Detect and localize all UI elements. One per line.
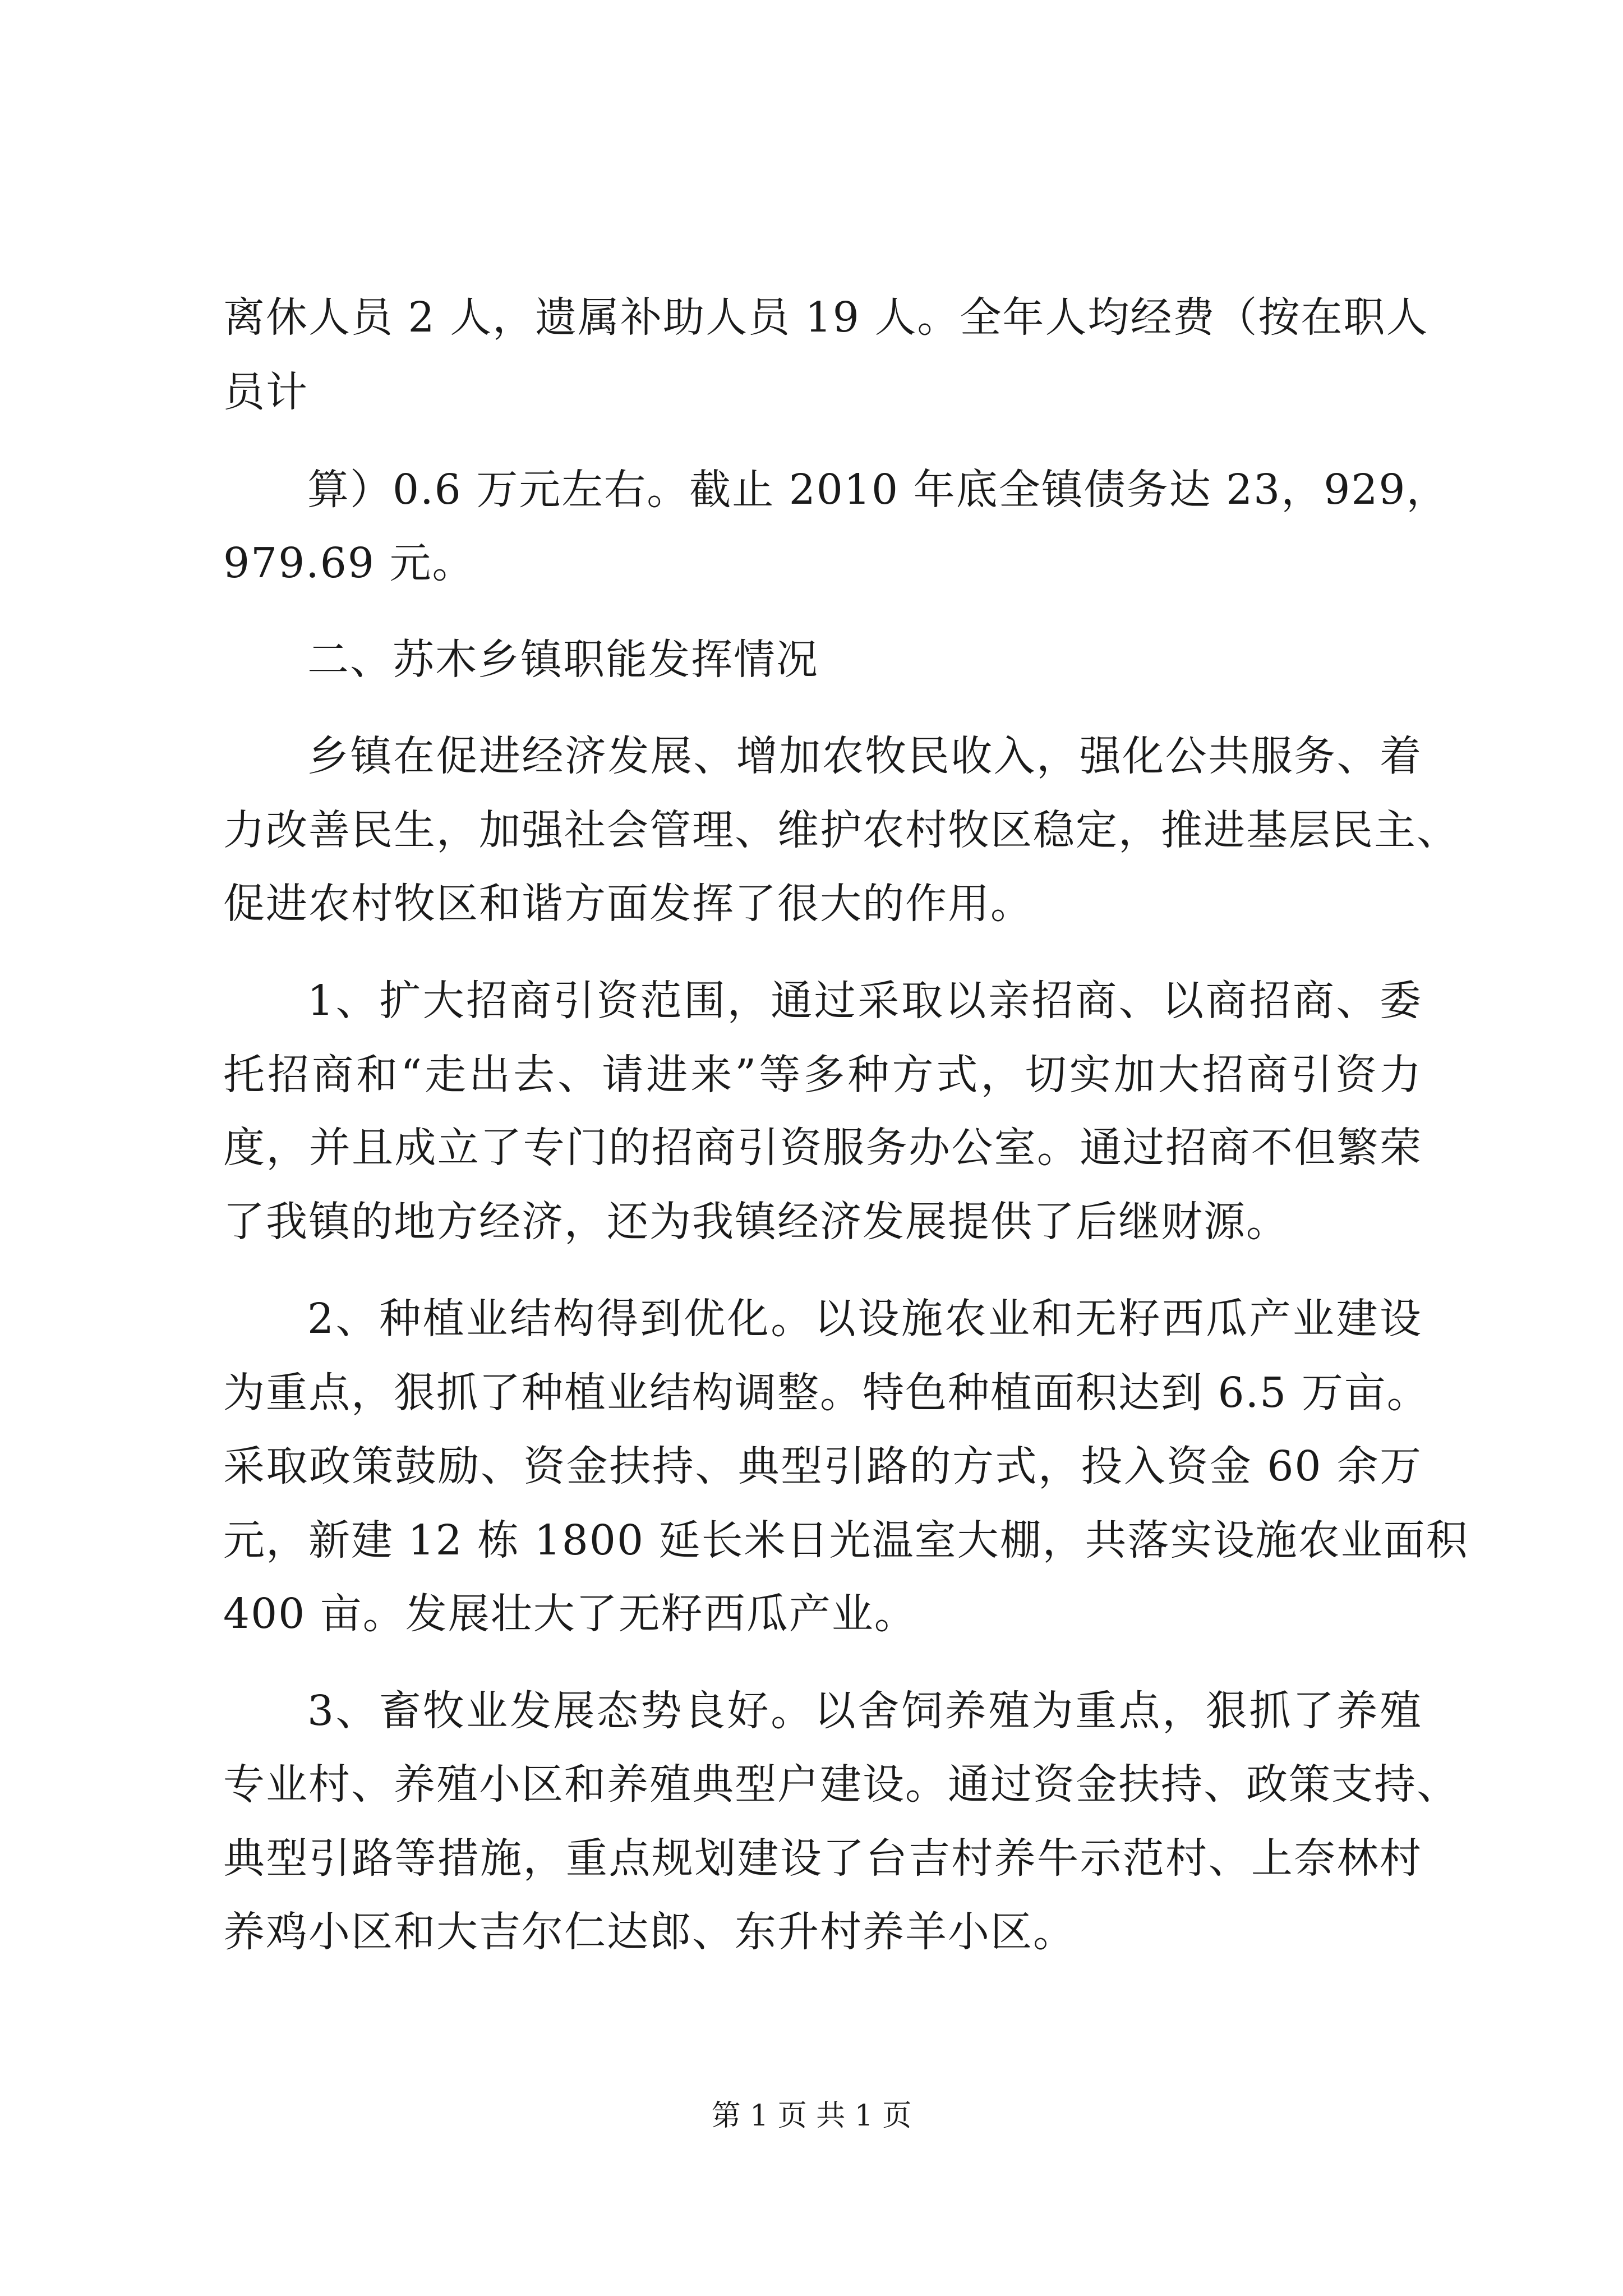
text-line: 3、畜牧业发展态势良好。以舍饲养殖为重点，狠抓了养殖 bbox=[307, 1687, 1422, 1735]
text-line: 2、种植业结构得到优化。以设施农业和无籽西瓜产业建设 bbox=[307, 1295, 1422, 1343]
text-line: 1、扩大招商引资范围，通过采取以亲招商、以商招商、委 bbox=[307, 977, 1422, 1025]
text-line: 400 亩。发展壮大了无籽西瓜产业。 bbox=[223, 1590, 917, 1638]
text-line: 力改善民生，加强社会管理、维护农村牧区稳定，推进基层民主、 bbox=[223, 806, 1459, 854]
text-line: 养鸡小区和大吉尔仁达郎、东升村养羊小区。 bbox=[223, 1908, 1076, 1956]
text-line: 979.69 元。 bbox=[223, 539, 475, 587]
text-line: 专业村、养殖小区和养殖典型户建设。通过资金扶持、政策支持、 bbox=[223, 1760, 1459, 1809]
page-footer: 第 1 页 共 1 页 bbox=[711, 2099, 912, 2133]
text-line: 算）0.6 万元左右。截止 2010 年底全镇债务达 23，929， bbox=[307, 466, 1449, 514]
text-line: 离休人员 2 人，遗属补助人员 19 人。全年人均经费（按在职人 bbox=[223, 293, 1429, 342]
text-line: 托招商和“走出去、请进来”等多种方式，切实加大招商引资力 bbox=[223, 1051, 1422, 1099]
text-line: 典型引路等措施，重点规划建设了台吉村养牛示范村、上奈林村 bbox=[223, 1834, 1422, 1883]
text-line: 度，并且成立了专门的招商引资服务办公室。通过招商不但繁荣 bbox=[223, 1124, 1422, 1172]
text-line: 元，新建 12 栋 1800 延长米日光温室大棚，共落实设施农业面积 bbox=[223, 1516, 1469, 1565]
section-heading: 二、苏木乡镇职能发挥情况 bbox=[307, 636, 819, 684]
text-line: 为重点，狠抓了种植业结构调整。特色种植面积达到 6.5 万亩。 bbox=[223, 1369, 1430, 1417]
text-line: 乡镇在促进经济发展、增加农牧民收入，强化公共服务、着 bbox=[307, 732, 1422, 780]
text-line: 员计 bbox=[223, 368, 308, 416]
text-line: 促进农村牧区和谐方面发挥了很大的作用。 bbox=[223, 880, 1033, 928]
text-line: 采取政策鼓励、资金扶持、典型引路的方式，投入资金 60 余万 bbox=[223, 1442, 1422, 1490]
text-line: 了我镇的地方经济，还为我镇经济发展提供了后继财源。 bbox=[223, 1198, 1289, 1246]
